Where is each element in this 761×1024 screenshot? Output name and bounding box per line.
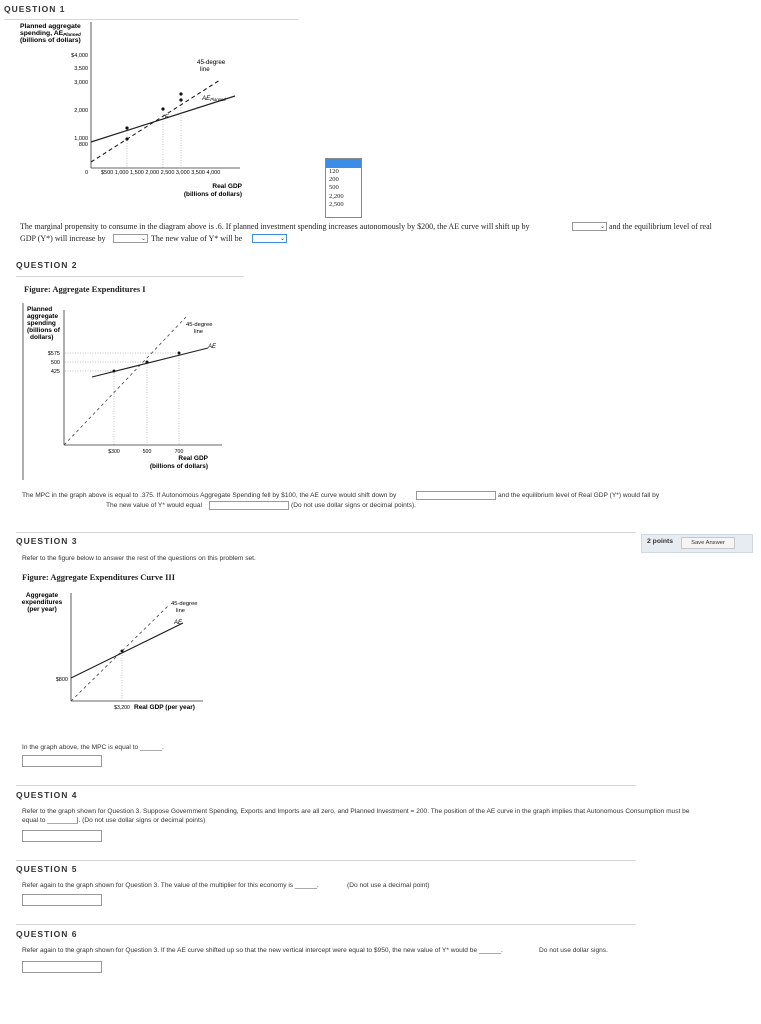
q2-xtick-300: $300 (108, 449, 120, 455)
q2-ylabel-1: Planned (27, 306, 53, 313)
q5-answer-input[interactable] (22, 894, 102, 906)
q1-dropdown-list[interactable] (325, 158, 362, 218)
q2-text-4: (Do not use dollar signs or decimal points). (291, 502, 416, 509)
save-answer-button[interactable]: Save Answer (681, 537, 735, 549)
q3-chart (18, 588, 238, 718)
q2-45-degree-line (64, 317, 186, 445)
q1-dropdown-highlight[interactable] (326, 159, 361, 168)
q5-text-2: (Do not use a decimal point) (347, 882, 430, 889)
q3-45-degree-line (71, 606, 168, 701)
q1-ytick-800: 800 (78, 142, 88, 148)
q2-chart (22, 300, 252, 480)
q1-ylabel-3: (billions of dollars) (20, 37, 81, 44)
q3-heading: QUESTION 3 (16, 536, 78, 546)
q1-origin: 0 (84, 170, 88, 176)
q2-ytick-500: 500 (50, 360, 60, 366)
q2-point-500 (146, 361, 149, 364)
q3-45-label-2: line (176, 608, 186, 614)
q1-xlabel-1: Real GDP (212, 183, 242, 190)
q3-answer-input[interactable] (22, 755, 102, 767)
q1-ylabel-1: Planned aggregate (20, 23, 81, 30)
q2-45-label-1: 45-degree (186, 322, 213, 328)
q1-point-a (125, 126, 128, 129)
q1-ae-line (91, 96, 235, 142)
q3-figure-title: Figure: Aggregate Expenditures Curve III (22, 572, 175, 582)
q1-option-500[interactable]: 500 (329, 184, 339, 192)
q2-point-300 (113, 370, 116, 373)
q1-point-d (179, 92, 182, 95)
q1-shift-select[interactable] (572, 222, 607, 231)
q1-chart (0, 20, 320, 205)
q1-option-2200[interactable]: 2,200 (329, 192, 344, 200)
q1-text-2: and the equilibrium level of real (609, 222, 712, 231)
q2-heading: QUESTION 2 (16, 260, 78, 270)
q6-divider (16, 924, 636, 925)
q1-xticks: $500 1,000 1,500 2,000 2,500 3,000 3,500 4,000 (101, 170, 221, 176)
q3-ae-line (71, 623, 183, 678)
q4-divider (16, 785, 636, 786)
q4-text-1: Refer to the graph shown for Question 3. Suppose Government Spending, Exports and Imports are all zero, and Planned Investment = 200. The position of the AE curve in the graph implies that Autonomous Consumption must be (22, 808, 690, 815)
q6-text-1: Refer again to the graph shown for Question 3. If the AE curve shifted up so that the new vertical intercept were equal to $950, the new value of Y* would be ______. (22, 947, 503, 954)
q3-equilibrium-point (121, 650, 124, 653)
q3-xtick-3200: $3,200 (114, 705, 130, 711)
chevron-down-icon: ⌄ (140, 236, 146, 242)
q5-divider (16, 860, 636, 861)
q2-ae-label: AE (208, 344, 217, 350)
q1-label-e: E (165, 114, 169, 120)
q1-ytick-2000: 2,000 (74, 108, 88, 114)
q1-option-120[interactable]: 120 (329, 168, 339, 175)
q3-intro: Refer to the figure below to answer the rest of the questions on this problem set. (22, 555, 256, 562)
q3-ae-label: AE (174, 620, 183, 626)
q3-45-label-1: 45-degree (171, 601, 198, 607)
q6-heading: QUESTION 6 (16, 929, 78, 939)
q2-ylabel-5: dollars) (30, 334, 54, 341)
q1-option-2500[interactable]: 2,500 (329, 200, 344, 208)
q2-text-1: The MPC in the graph above is equal to .375. If Autonomous Aggregate Spending fell by $100, the AE curve would shift down by (22, 492, 397, 499)
q2-new-y-input[interactable] (209, 501, 289, 510)
q1-point-b (125, 137, 128, 140)
q3-ytick-800: $800 (55, 677, 68, 683)
q2-xtick-500: 500 (142, 449, 152, 455)
q1-text-4: The new value of Y* will be (151, 234, 243, 243)
q1-point-e (161, 107, 164, 110)
q1-text-3: GDP (Y*) will increase by (20, 234, 106, 243)
q3-ylabel-3: (per year) (27, 606, 57, 613)
q3-question: In the graph above, the MPC is equal to ______. (22, 744, 164, 751)
q1-text-1: The marginal propensity to consume in the diagram above is .6. If planned investment spending increases autonomously by $200, the AE curve will shift up by (20, 222, 530, 231)
q3-divider (16, 532, 636, 533)
q1-ytick-1000: 1,000 (74, 136, 88, 142)
q1-ae-label: AEPlanned (202, 95, 226, 102)
q6-answer-input[interactable] (22, 961, 102, 973)
q5-text-1: Refer again to the graph shown for Question 3. The value of the multiplier for this economy is ______. (22, 882, 319, 889)
q3-xlabel: Real GDP (per year) (134, 704, 195, 711)
q2-45-label-2: line (194, 329, 204, 335)
q1-ytick-3500: 3,500 (74, 66, 88, 72)
q1-increase-select[interactable] (113, 234, 148, 243)
q4-text-2: equal to ________]. (Do not use dollar signs or decimal points) (22, 817, 206, 824)
q2-figure-title: Figure: Aggregate Expenditures I (24, 284, 146, 294)
q4-heading: QUESTION 4 (16, 790, 78, 800)
q2-xlabel-1: Real GDP (178, 455, 208, 462)
q1-heading: QUESTION 1 (4, 4, 66, 14)
q2-divider (16, 276, 244, 277)
q4-answer-input[interactable] (22, 830, 102, 842)
q3-ylabel-2: expenditures (21, 599, 63, 606)
q2-ae-line (92, 348, 208, 377)
q2-xtick-700: 700 (174, 449, 184, 455)
q1-option-200[interactable]: 200 (329, 176, 339, 184)
q2-ytick-425: 425 (50, 369, 60, 375)
q2-ylabel-4: (billions of (27, 327, 60, 334)
q2-text-2: and the equilibrium level of Real GDP (Y*) would fall by (498, 492, 660, 499)
q1-ytick-3000: 3,000 (74, 80, 88, 86)
q2-text-3: The new value of Y* would equal (106, 502, 202, 509)
q2-ylabel-3: spending (27, 320, 56, 327)
q1-45-label-1: 45-degree (197, 59, 226, 66)
q2-xlabel-2: (billions of dollars) (149, 463, 208, 470)
q2-ytick-575: $575 (47, 351, 60, 357)
q1-point-c (179, 98, 182, 101)
q3-points: 2 points (647, 538, 674, 545)
q1-ylabel-2: spending, AEPlanned (20, 30, 81, 37)
chevron-down-icon: ⌄ (279, 236, 285, 242)
q5-heading: QUESTION 5 (16, 864, 78, 874)
chevron-down-icon: ⌄ (599, 224, 605, 230)
q1-new-y-select[interactable] (252, 234, 287, 243)
q1-45-label-2: line (200, 66, 210, 73)
q1-ytick-4000: $4,000 (71, 53, 88, 59)
q2-shift-input[interactable] (416, 491, 496, 500)
q6-text-2: Do not use dollar signs. (539, 947, 608, 954)
q3-ylabel-1: Aggregate (25, 592, 59, 599)
q1-xlabel-2: (billions of dollars) (183, 191, 242, 198)
q2-point-700 (178, 352, 181, 355)
q2-ylabel-2: aggregate (27, 313, 59, 320)
